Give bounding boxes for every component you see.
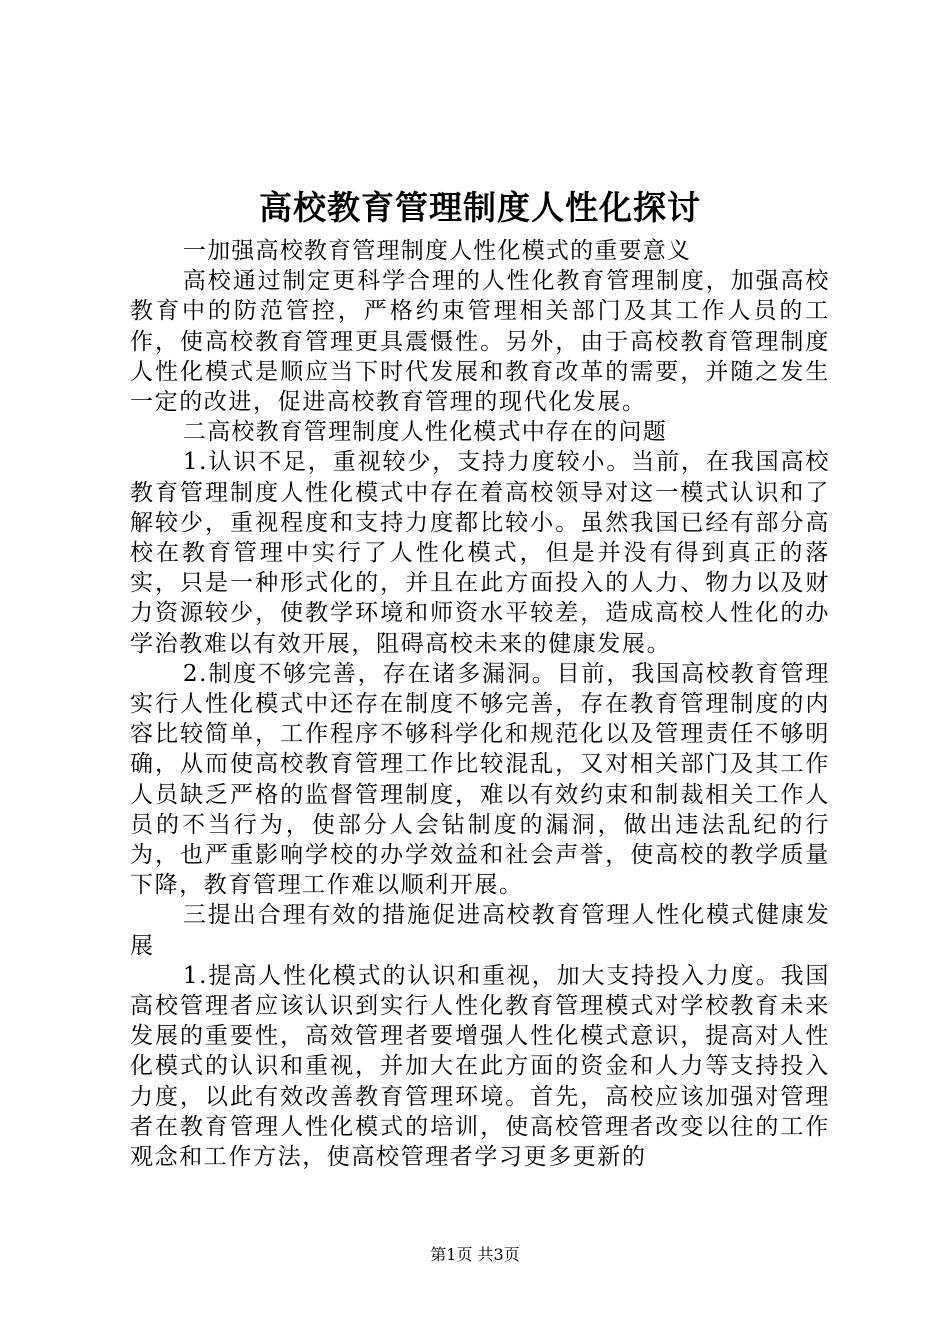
- section-heading-1: 一加强高校教育管理制度人性化模式的重要意义: [182, 238, 692, 264]
- paragraph-measure-1: 1.提高人性化模式的认识和重视，加大支持投入力度。我国高校管理者应该认识到实行人性化教育管理模式对学校教育未来发展的重要性，高效管理者要增强人性化模式意识，提高对人性化模式的认识和重视，并加大在此方面的资金和人力等支持投入力度，以此有效改善教育管理环境。首先，高校应该加强对管理者在教育管理人性化模式的培训，使高校管理者改变以往的工作观念和工作方法，使高校管理者学习更多更新的: [130, 962, 830, 1171]
- page-number-footer: 第1页 共3页: [430, 1245, 520, 1264]
- paragraph-problem-1: 1.认识不足，重视较少，支持力度较小。当前，在我国高校教育管理制度人性化模式中存在着高校领导对这一模式认识和了解较少，重视程度和支持力度都比较小。虽然我国已经有部分高校在教育管理中实行了人性化模式，但是并没有得到真正的落实，只是一种形式化的，并且在此方面投入的人力、物力以及财力资源较少，使教学环境和师资水平较差，造成高校人性化的办学治教难以有效开展，阻碍高校未来的健康发展。: [130, 449, 830, 657]
- section-heading-2: 二高校教育管理制度人性化模式中存在的问题: [182, 419, 667, 446]
- document-body: [130, 236, 830, 1172]
- section-heading-3: 三提出合理有效的措施促进高校教育管理人性化模式健康发展: [130, 902, 830, 959]
- document-title: 高校教育管理制度人性化探讨: [259, 188, 701, 227]
- paragraph-problem-2: 2.制度不够完善，存在诸多漏洞。目前，我国高校教育管理实行人性化模式中还存在制度不够完善，存在教育管理制度的内容比较简单，工作程序不够科学化和规范化以及管理责任不够明确，从而使高校教育管理工作比较混乱，又对相关部门及其工作人员缺乏严格的监督管理制度，难以有效约束和制裁相关工作人员的不当行为，使部分人会钻制度的漏洞，做出违法乱纪的行为，也严重影响学校的办学效益和社会声誉，使高校的教学质量下降，教育管理工作难以顺利开展。: [130, 660, 830, 899]
- paragraph-significance: 高校通过制定更科学合理的人性化教育管理制度，加强高校教育中的防范管控，严格约束管理相关部门及其工作人员的工作，使高校教育管理更具震慑性。另外，由于高校教育管理制度人性化模式是顺应当下时代发展和教育改革的需要，并随之发生一定的改进，促进高校教育管理的现代化发展。: [130, 268, 830, 416]
